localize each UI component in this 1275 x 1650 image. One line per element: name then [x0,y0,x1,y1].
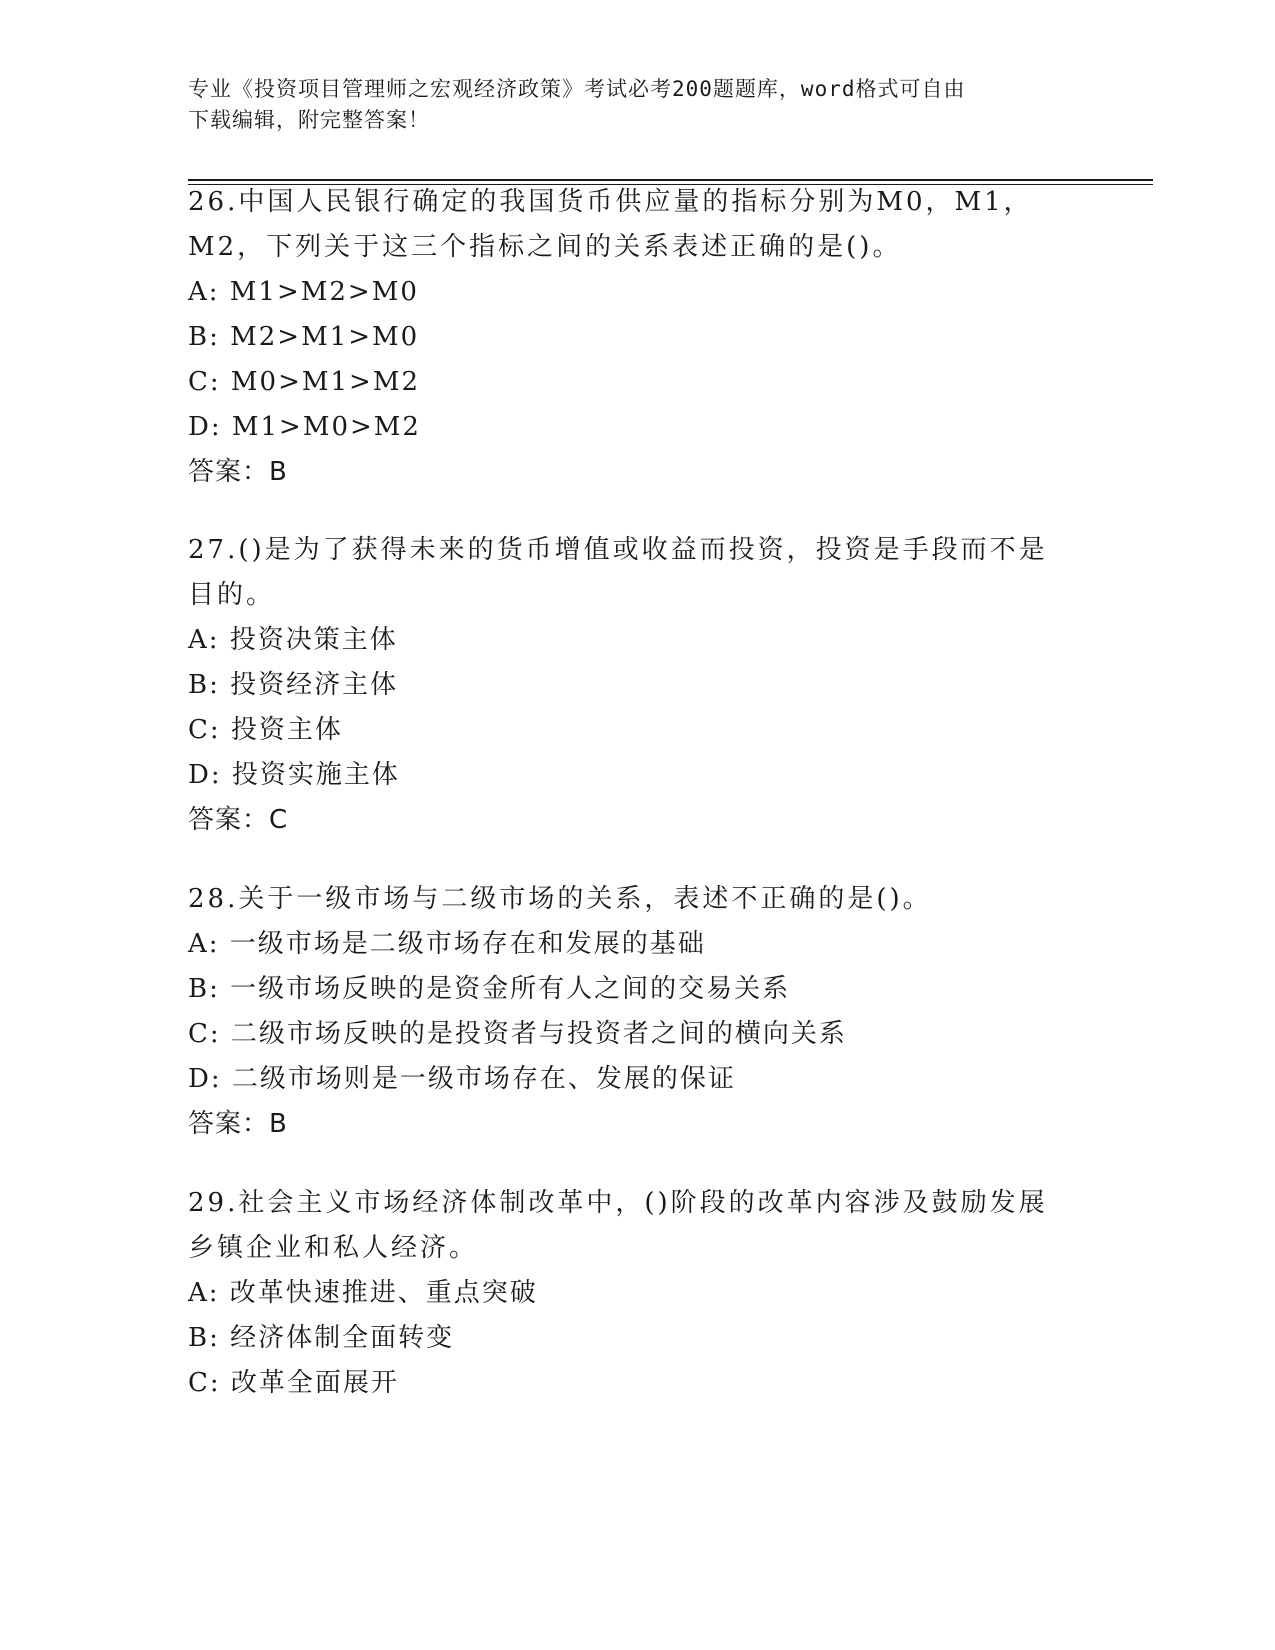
option-d: D: 投资实施主体 [188,760,400,790]
question-text: 27.()是为了获得未来的货币增值或收益而投资，投资是手段而不是目的。 [188,535,1048,610]
option-b: B: 投资经济主体 [188,670,399,700]
question-29 [188,1181,1088,1406]
header-line-2: 下载编辑，附完整答案！ [188,108,430,132]
question-28 [188,877,1088,1147]
option-a: A: 投资决策主体 [188,625,398,655]
question-text: 29.社会主义市场经济体制改革中，()阶段的改革内容涉及鼓励发展乡镇企业和私人经济。 [188,1188,1048,1263]
option-c: C: M0>M1>M2 [188,367,420,397]
option-b: B: M2>M1>M0 [188,322,420,352]
document-header [188,74,1068,136]
question-26 [188,180,1088,495]
answer-text: 答案：B [188,457,288,487]
option-b: B: 一级市场反映的是资金所有人之间的交易关系 [188,974,791,1004]
answer-text: 答案：B [188,1109,288,1139]
question-text: 26.中国人民银行确定的我国货币供应量的指标分别为M0，M1，M2，下列关于这三个指标之间的关系表述正确的是()。 [188,187,1033,262]
option-d: D: M1>M0>M2 [188,412,421,442]
answer-text: 答案：C [188,805,289,835]
question-text: 28.关于一级市场与二级市场的关系，表述不正确的是()。 [188,884,932,914]
option-a: A: 改革快速推进、重点突破 [188,1278,538,1308]
question-27 [188,528,1088,843]
option-a: A: 一级市场是二级市场存在和发展的基础 [188,929,706,959]
option-c: C: 二级市场反映的是投资者与投资者之间的横向关系 [188,1019,847,1049]
option-b: B: 经济体制全面转变 [188,1323,455,1353]
option-c: C: 改革全面展开 [188,1368,399,1398]
option-c: C: 投资主体 [188,715,343,745]
option-a: A: M1>M2>M0 [188,277,419,307]
option-d: D: 二级市场则是一级市场存在、发展的保证 [188,1064,736,1094]
header-line-1: 专业《投资项目管理师之宏观经济政策》考试必考200题题库，word格式可自由 [188,77,966,101]
